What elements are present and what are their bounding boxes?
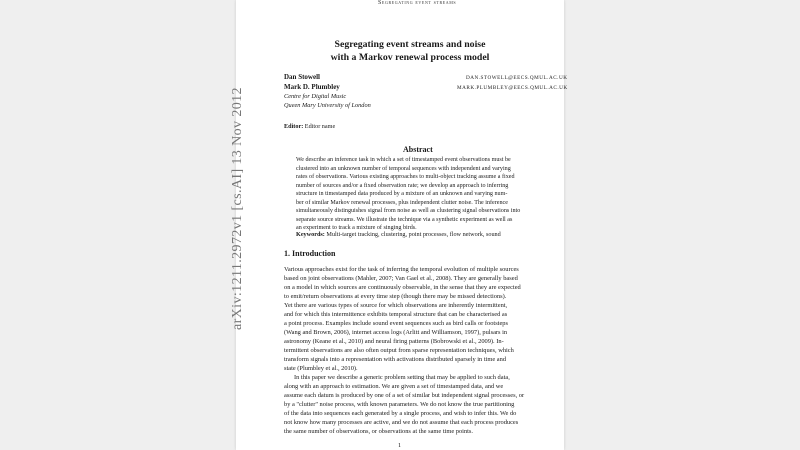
section-heading: 1. Introduction <box>284 249 336 258</box>
body-line: along with an approach to estimation. We are given a set of timestamped data, and we <box>284 383 504 390</box>
abstract-line: simultaneously distinguishes signal from noise as well as clustering signal observations into <box>296 208 521 214</box>
author-email: MARK.PLUMBLEY@EECS.QMUL.AC.UK <box>457 85 568 91</box>
keywords-value: Multi-target tracking, clustering, point processes, flow network, sound <box>326 231 501 238</box>
body-line: and for which this intermittence exhibits temporal structure that can be characterised as <box>284 311 508 318</box>
author-name: Mark D. Plumbley <box>284 83 340 91</box>
body-line: to emit/return observations at every time step (though there may be missed detections). <box>284 293 507 300</box>
body-line: on a model in which sources are continuously observable, in the sense that they are expected <box>284 284 521 291</box>
paper-title-line-1: Segregating event streams and noise <box>334 39 486 50</box>
body-line: transform signals into a representation with activations distributed sparsely in time and <box>284 356 507 363</box>
page-number: 1 <box>398 442 402 449</box>
body-line: based on joint observations (Mahler, 2007; Van Gael et al., 2008). They are generally based <box>284 275 518 282</box>
body-line: state (Plumbley et al., 2010). <box>284 365 358 372</box>
paper-title-line-2: with a Markov renewal process model <box>330 52 490 63</box>
body-line: Yet there are various types of source for which observations are inherently intermittent, <box>284 302 508 309</box>
abstract-line: We describe an inference task in which a set of timestamped event observations must be <box>296 157 511 163</box>
affiliation-line: Centre for Digital Music <box>284 93 347 100</box>
abstract-heading: Abstract <box>403 145 433 154</box>
running-head: Segregating event streams <box>378 0 457 6</box>
affiliation-line: Queen Mary University of London <box>284 102 371 109</box>
body-line: not know how many processes are active, and we do not assume that each process produces <box>284 419 519 426</box>
body-line: astronomy (Keane et al., 2010) and neural firing patterns (Bobrowski et al., 2009). In- <box>284 338 504 345</box>
editor-label: Editor: <box>284 123 304 130</box>
abstract-line: rates of observations. Various existing approaches to multi-object tracking assume a fixed <box>296 174 515 180</box>
editor-value: Editor name <box>304 123 336 130</box>
body-line: termittent observations are also often output from sparse representation techniques, which <box>284 347 514 354</box>
body-line: by a "clutter" noise process, with known parameters. We do not know the true partitioning <box>284 401 515 408</box>
keywords-line <box>296 231 501 238</box>
abstract-line: structure in timestamped data produced by a mixture of an unknown and varying num- <box>296 191 508 197</box>
body-line: (Wang and Brown, 2006), internet access logs (Arlitt and Williamson, 1997), pulsars in <box>284 329 508 336</box>
abstract-line: number of sources and/or a fixed observation rate; we develop an approach to inferring <box>296 182 509 189</box>
body-line: Various approaches exist for the task of inferring the temporal evolution of multiple sources <box>284 266 519 273</box>
editor-line <box>284 123 335 130</box>
body-line: assume each datum is produced by one of a set of similar but independent signal processes, or <box>284 392 525 399</box>
body-line: In this paper we describe a generic problem setting that may be applied to such data, <box>294 374 510 381</box>
author-name: Dan Stowell <box>284 73 320 81</box>
abstract-line: an experiment to track a mixture of singing birds. <box>296 225 417 231</box>
arxiv-stamp: arXiv:1211.2972v1 [cs.AI] 13 Nov 2012 <box>230 87 245 330</box>
abstract-line: separate source streams. We illustrate the technique via a synthetic experiment as well as <box>296 216 513 223</box>
keywords-label: Keywords: <box>296 231 325 238</box>
abstract-line: clustered into an unknown number of temporal sequences with independent and varying <box>296 165 511 172</box>
body-line: a point process. Examples include sound event sequences such as bird calls or footsteps <box>284 320 508 327</box>
body-line: the same number of observations, or observations at the same time points. <box>284 428 474 435</box>
author-email: DAN.STOWELL@EECS.QMUL.AC.UK <box>466 75 568 81</box>
body-line: of the data into sequences each generated by a single process, and wish to infer this. We do <box>284 410 517 417</box>
abstract-line: ber of similar Markov renewal processes, plus independent clutter noise. The inference <box>296 199 508 206</box>
